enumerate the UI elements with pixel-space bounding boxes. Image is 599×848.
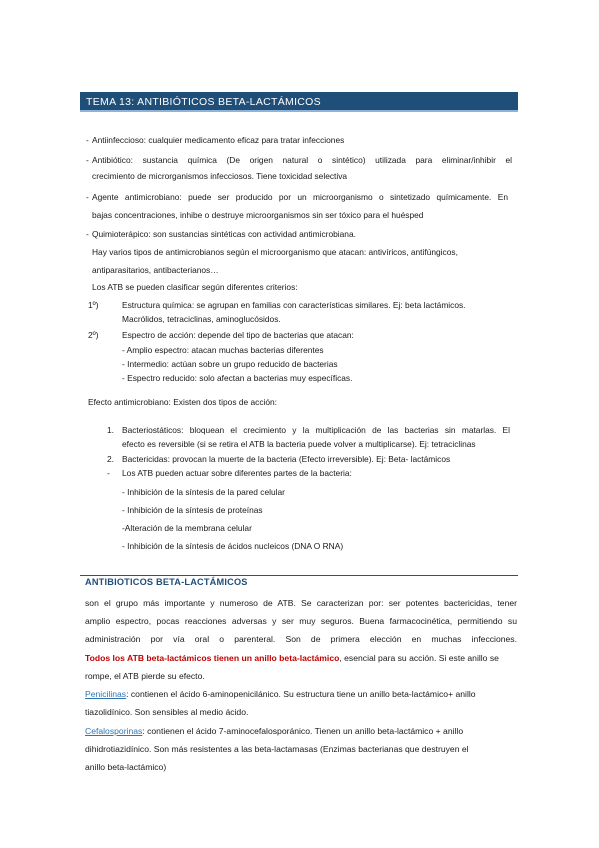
target-membrana: -Alteración de la membrana celular — [122, 523, 252, 533]
efecto-number: 1. — [107, 425, 114, 435]
penicilinas-link[interactable]: Penicilinas — [85, 689, 127, 699]
target-acidos-nucleicos: - Inhibición de la síntesis de ácidos nucleicos (DNA O RNA) — [122, 541, 344, 551]
paragraph-ring-rest: , esencial para su acción. Si este anillo se — [339, 653, 499, 663]
criterion-estructura-quimica-cont: Macrólidos, tetraciclinas, aminoglucósidos. — [122, 314, 281, 324]
section-divider — [80, 575, 518, 576]
paragraph-line: son el grupo más importante y numeroso de ATB. Se caracterizan por: ser potentes bactericidas, tener — [85, 598, 517, 608]
definition-antibiotico: Antibiótico: sustancia química (De origen natural o sintético) utilizada para eliminar/inhibir el — [92, 155, 512, 165]
atb-targets-intro: Los ATB pueden actuar sobre diferentes partes de la bacteria: — [122, 468, 352, 478]
paragraph-line: administración por vía oral o parenteral. Son de primera elección en muchas infecciones. — [85, 634, 517, 644]
penicilinas-cont: tiazolidínico. Son sensibles al medio ácido. — [85, 707, 249, 717]
cefalosporinas-link[interactable]: Cefalosporinas — [85, 726, 143, 736]
paragraph-ring-cont: rompe, el ATB pierde su efecto. — [85, 671, 205, 681]
definition-quimioterapico: Quimioterápico: son sustancias sintéticas con actividad antimicrobiana. — [92, 229, 356, 239]
criterion-number: 1º) — [88, 300, 99, 310]
chapter-title-banner: TEMA 13: ANTIBIÓTICOS BETA-LACTÁMICOS — [80, 92, 518, 112]
paragraph-line: amplio espectro, pocas reacciones adversas y ser muy seguros. Buena farmacocinética, permitiendo su — [85, 616, 517, 626]
target-pared-celular: - Inhibición de la síntesis de la pared celular — [122, 487, 285, 497]
bullet-dash: - — [86, 192, 89, 202]
cefalosporinas-cont2: anillo beta-lactámico) — [85, 762, 167, 772]
paragraph-ring-line — [85, 653, 499, 664]
efecto-number: 2. — [107, 454, 114, 464]
cefalosporinas-cont: dihidrotiazidínico. Son más resistentes a las beta-lactamasas (Enzimas bacterianas que destruyen el — [85, 744, 469, 754]
penicilinas-line — [85, 689, 476, 700]
highlight-anillo-beta-lactamico: Todos los ATB beta-lactámicos tienen un anillo beta-lactámico — [85, 653, 340, 663]
definition-agente-antimicrobiano-cont: bajas concentraciones, inhibe o destruye microorganismos sin ser tóxico para el huésped — [92, 210, 424, 220]
section-title: ANTIBIOTICOS BETA-LACTÁMICOS — [85, 577, 248, 587]
efecto-bactericidas: Bactericidas: provocan la muerte de la bacteria (Efecto irreversible). Ej: Beta- lactámicos — [122, 454, 451, 464]
spectrum-reducido: - Espectro reducido: solo afectan a bacterias muy específicas. — [122, 373, 353, 383]
spectrum-amplio: - Amplio espectro: atacan muchas bacterias diferentes — [122, 345, 324, 355]
criterion-number: 2º) — [88, 330, 99, 340]
definition-agente-antimicrobiano: Agente antimicrobiano: puede ser producido por un microorganismo o sintetizado químicamente. En — [92, 192, 508, 202]
definition-antibiotico-cont: crecimiento de microrganismos infecciosos. Tiene toxicidad selectiva — [92, 171, 348, 181]
classification-intro: Los ATB se pueden clasificar según diferentes criterios: — [92, 282, 298, 292]
criterion-espectro-accion: Espectro de acción: depende del tipo de bacterias que atacan: — [122, 330, 354, 340]
efecto-antimicrobiano-heading: Efecto antimicrobiano: Existen dos tipos de acción: — [88, 397, 278, 407]
efecto-bacteriostaticos-cont: efecto es reversible (si se retira el ATB la bacteria puede volver a multiplicarse). Ej: tetraciclinas — [122, 439, 476, 449]
criterion-estructura-quimica: Estructura química: se agrupan en familias con características similares. Ej: beta lactámicos. — [122, 300, 466, 310]
bullet-dash: - — [86, 229, 89, 239]
bullet-dash: - — [86, 155, 89, 165]
antimicrobial-types-text: Hay varios tipos de antimicrobianos según el microorganismo que atacan: antivíricos, antifúngicos, — [92, 247, 458, 257]
bullet-dash: - — [86, 135, 89, 145]
cefalosporinas-text: : contienen el ácido 7-aminocefalosporánico. Tienen un anillo beta-lactámico + anillo — [142, 726, 464, 736]
definition-antiinfeccioso: Antiinfeccioso: cualquier medicamento eficaz para tratar infecciones — [92, 135, 345, 145]
cefalosporinas-line — [85, 726, 463, 737]
penicilinas-text: : contienen el ácido 6-aminopenicilánico. Su estructura tiene un anillo beta-lactámico+ anillo — [126, 689, 476, 699]
antimicrobial-types-cont: antiparasitarios, antibacterianos… — [92, 265, 219, 275]
efecto-bacteriostaticos: Bacteriostáticos: bloquean el crecimiento y la multiplicación de las bacterias sin matarlas. El — [122, 425, 510, 435]
efecto-dash: - — [107, 468, 110, 478]
spectrum-intermedio: - Intermedio: actúan sobre un grupo reducido de bacterias — [122, 359, 338, 369]
target-proteinas: - Inhibición de la síntesis de proteínas — [122, 505, 263, 515]
